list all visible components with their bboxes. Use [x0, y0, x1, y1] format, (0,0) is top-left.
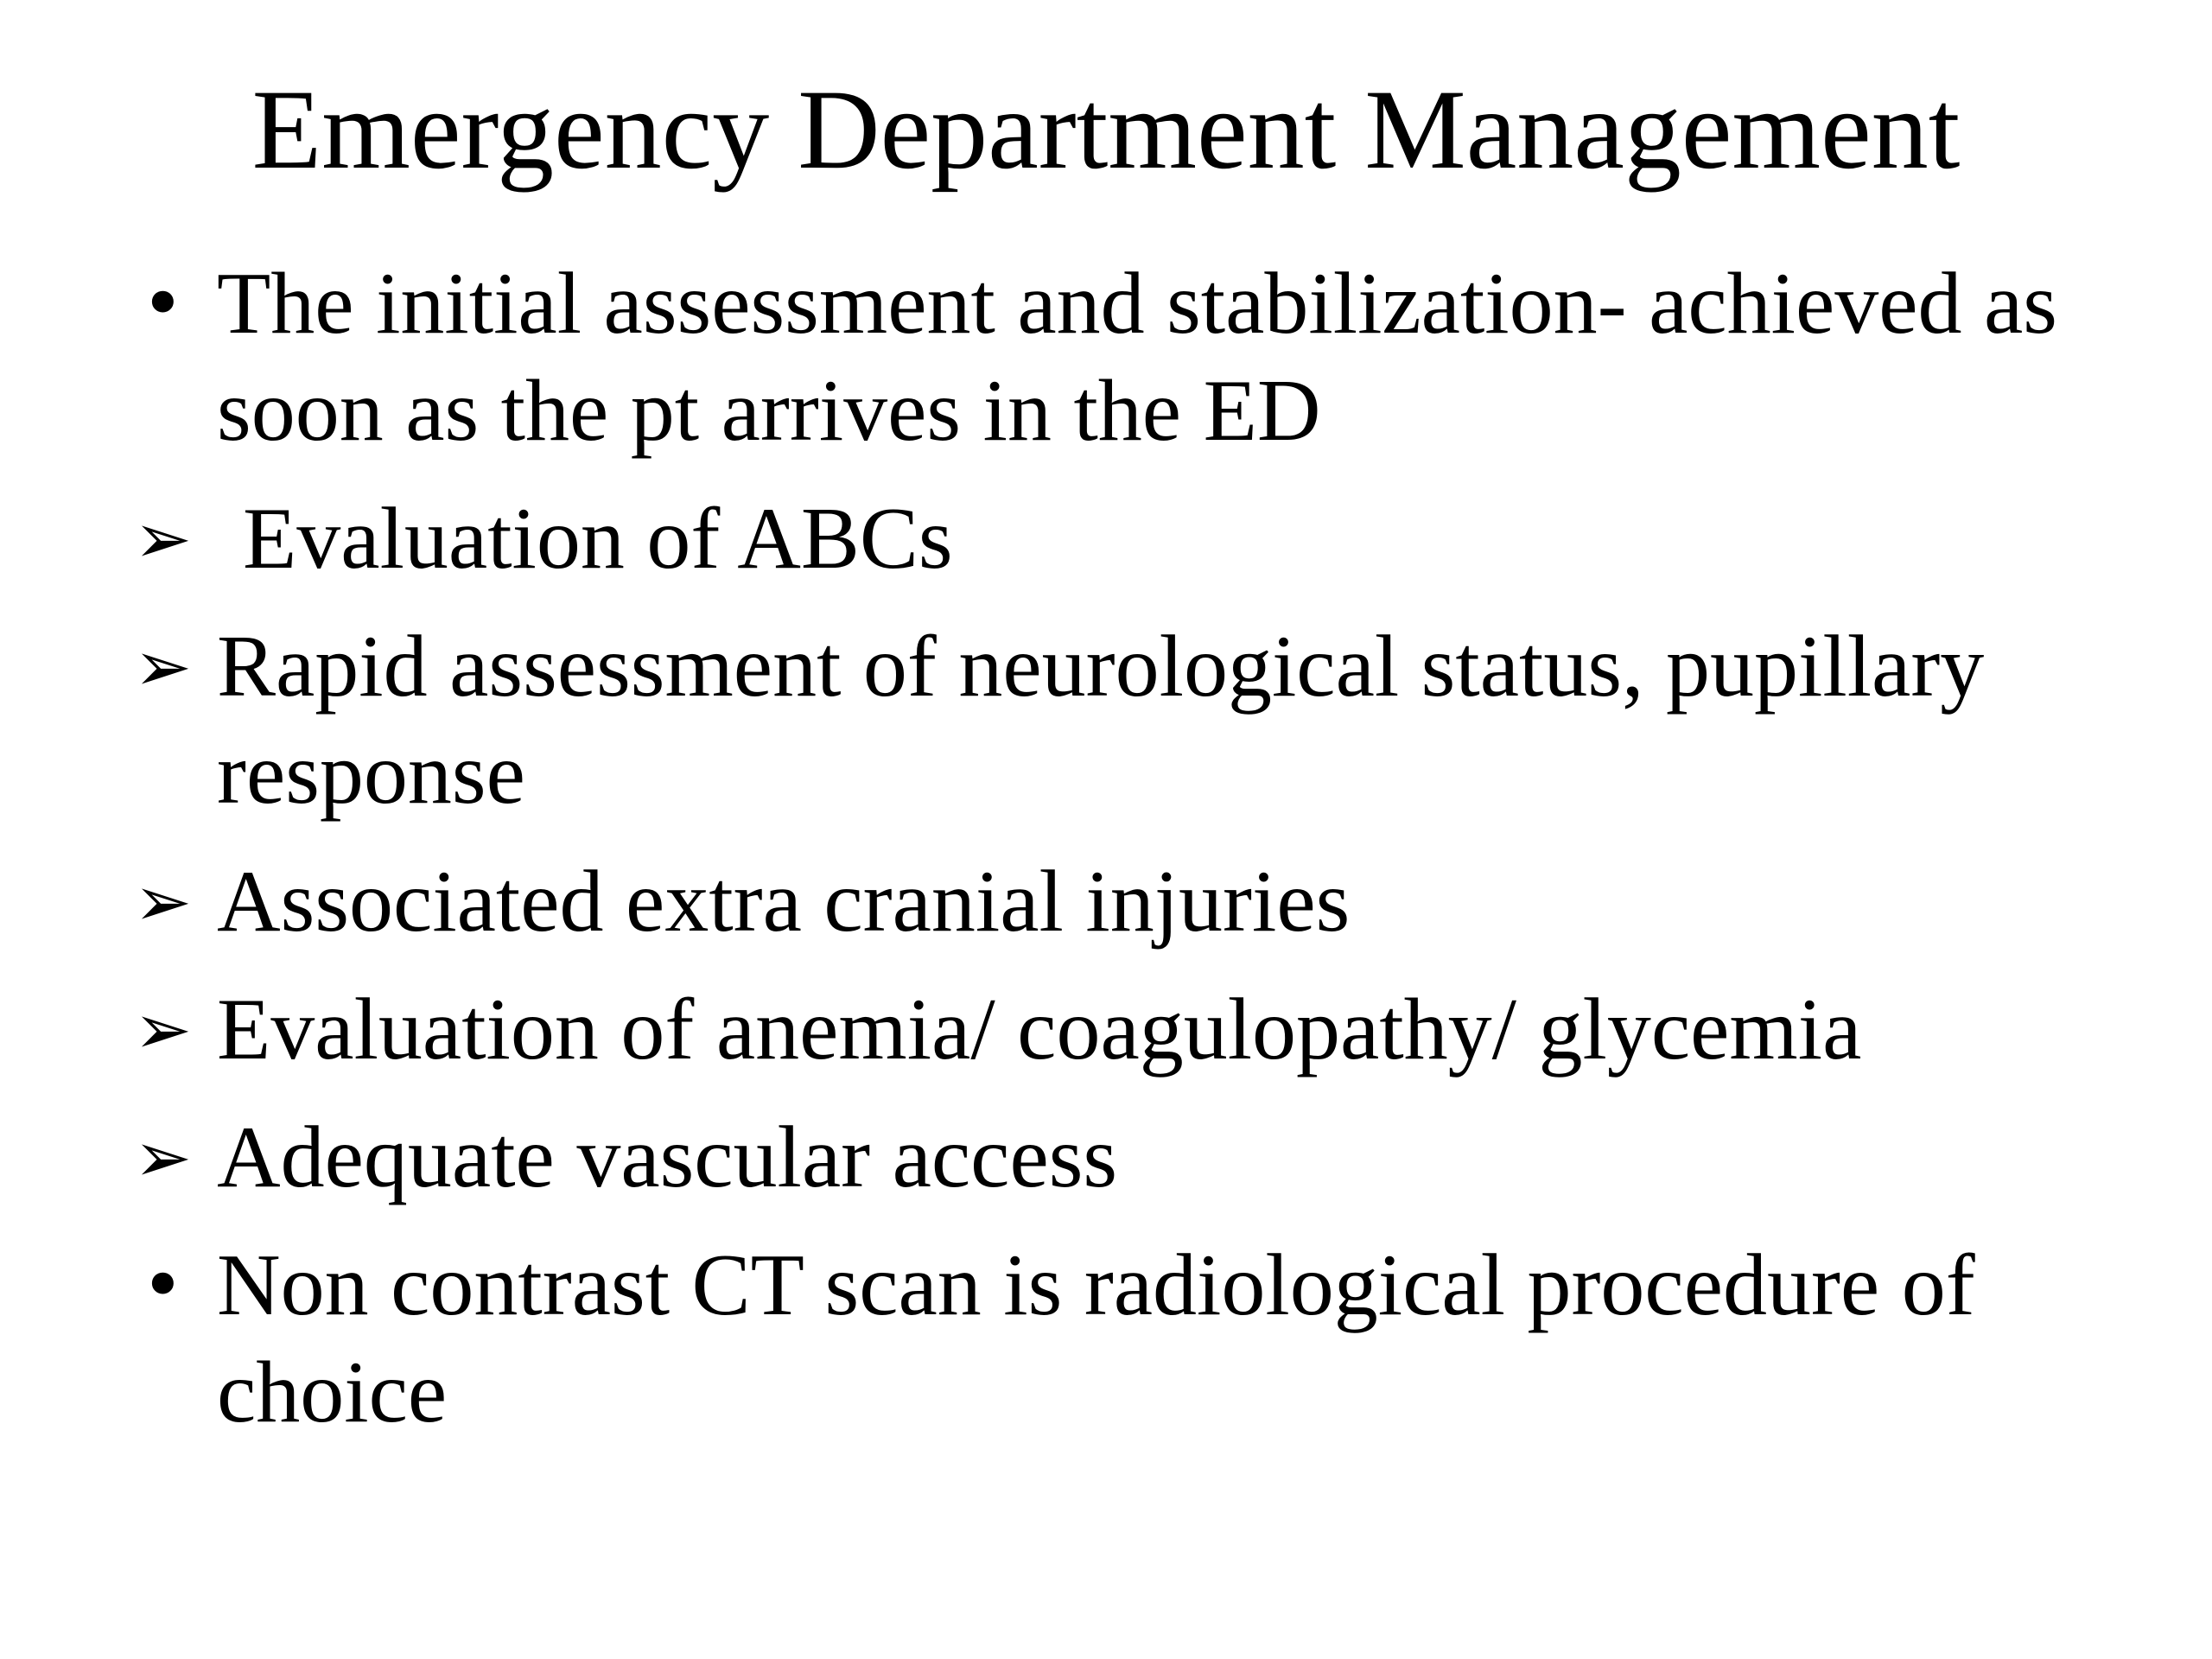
- list-item: [134, 251, 2121, 465]
- list-item: [134, 849, 2121, 956]
- bullet-dot-icon: •: [141, 1243, 185, 1329]
- arrow-bullet-icon: ➢: [134, 989, 193, 1070]
- list-item-text: Adequate vascular access: [217, 1109, 1118, 1206]
- list-item-text: Associated extra cranial injuries: [217, 853, 1351, 950]
- list-item: [134, 486, 2121, 593]
- list-item-text: The initial assessment and stabilization- achieved as soon as the pt arrives in the ED: [217, 255, 2057, 460]
- bullet-list: [134, 251, 2121, 1467]
- list-item-text: Rapid assessment of neurological status, pupillary response: [217, 618, 1985, 823]
- list-item-text: Non contrast CT scan is radiological procedure of choice: [217, 1236, 1975, 1441]
- list-item-text: Evaluation of ABCs: [243, 490, 953, 588]
- slide-title: Emergency Department Management: [251, 66, 1961, 193]
- list-item-text: Evaluation of anemia/ coagulopathy/ glycemia: [217, 981, 1862, 1078]
- bullet-dot-icon: •: [141, 261, 185, 347]
- list-item: [134, 1104, 2121, 1211]
- list-item: [134, 1232, 2121, 1446]
- list-item: [134, 613, 2121, 828]
- list-item: [134, 976, 2121, 1084]
- arrow-bullet-icon: ➢: [134, 1117, 193, 1198]
- arrow-bullet-icon: ➢: [134, 499, 193, 579]
- arrow-bullet-icon: ➢: [134, 626, 193, 707]
- arrow-bullet-icon: ➢: [134, 861, 193, 942]
